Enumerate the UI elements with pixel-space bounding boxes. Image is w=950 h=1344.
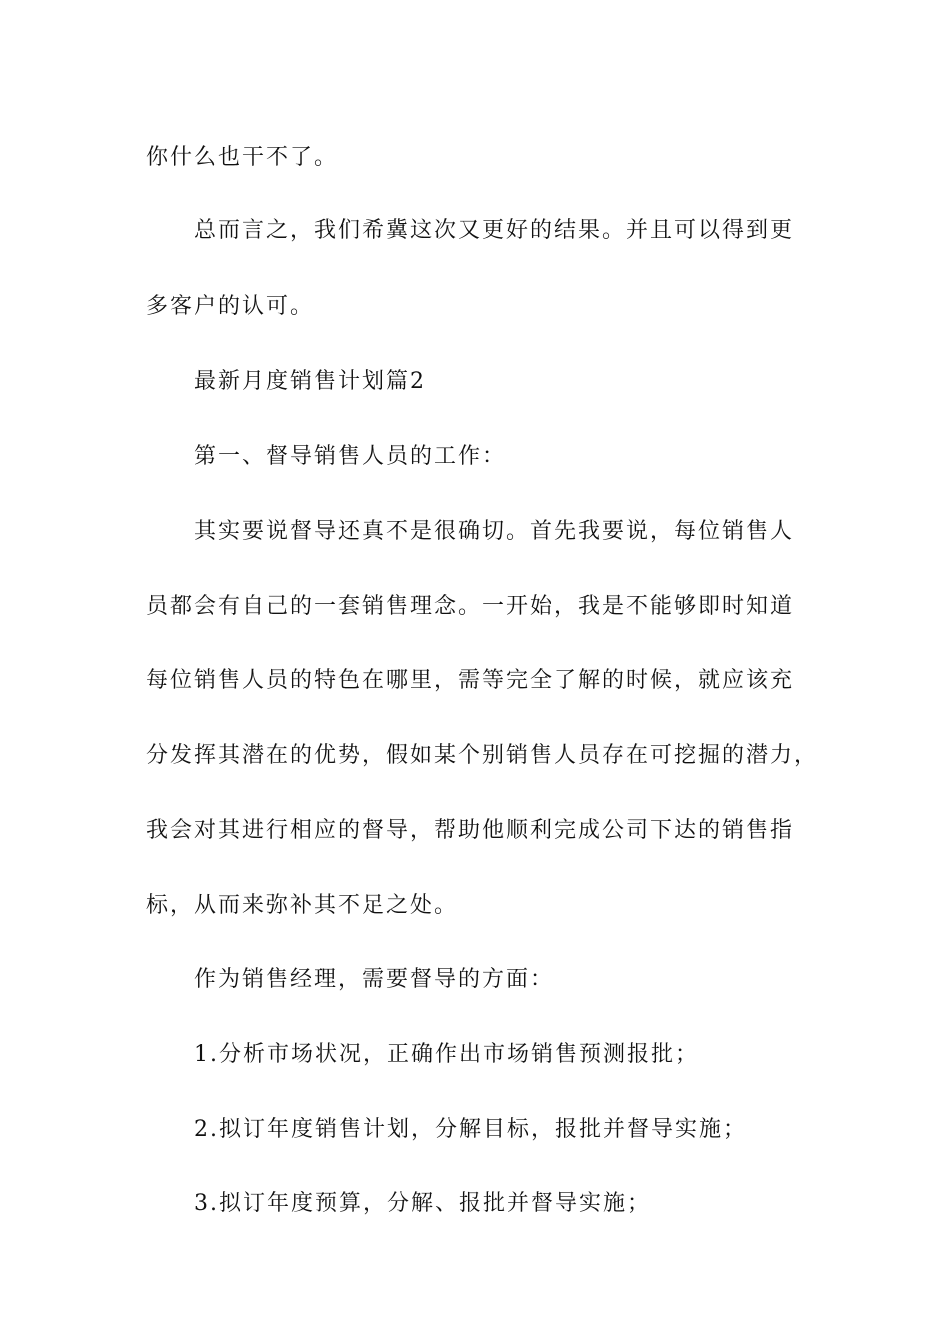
paragraph-line: 作为销售经理，需要督导的方面： xyxy=(194,967,555,992)
list-item: 3.拟订年度预算，分解、报批并督导实施； xyxy=(194,1191,651,1216)
paragraph-line: 其实要说督导还真不是很确切。首先我要说，每位销售人 xyxy=(194,519,795,544)
subsection-heading: 第一、督导销售人员的工作： xyxy=(194,444,507,469)
section-heading: 最新月度销售计划篇2 xyxy=(194,369,426,394)
paragraph-line: 员都会有自己的一套销售理念。一开始，我是不能够即时知道 xyxy=(146,594,795,619)
paragraph-line: 标，从而来弥补其不足之处。 xyxy=(146,893,459,918)
paragraph-line: 我会对其进行相应的督导，帮助他顺利完成公司下达的销售指 xyxy=(146,818,795,843)
paragraph-line: 多客户的认可。 xyxy=(146,294,315,319)
list-item: 1.分析市场状况，正确作出市场销售预测报批； xyxy=(194,1042,699,1067)
paragraph-line: 总而言之，我们希冀这次又更好的结果。并且可以得到更 xyxy=(194,218,795,243)
list-item: 2.拟订年度销售计划，分解目标，报批并督导实施； xyxy=(194,1117,747,1142)
paragraph-line: 分发挥其潜在的优势，假如某个别销售人员存在可挖掘的潜力， xyxy=(146,743,819,768)
paragraph-line: 你什么也干不了。 xyxy=(146,145,339,170)
paragraph-line: 每位销售人员的特色在哪里，需等完全了解的时候，就应该充 xyxy=(146,668,795,693)
